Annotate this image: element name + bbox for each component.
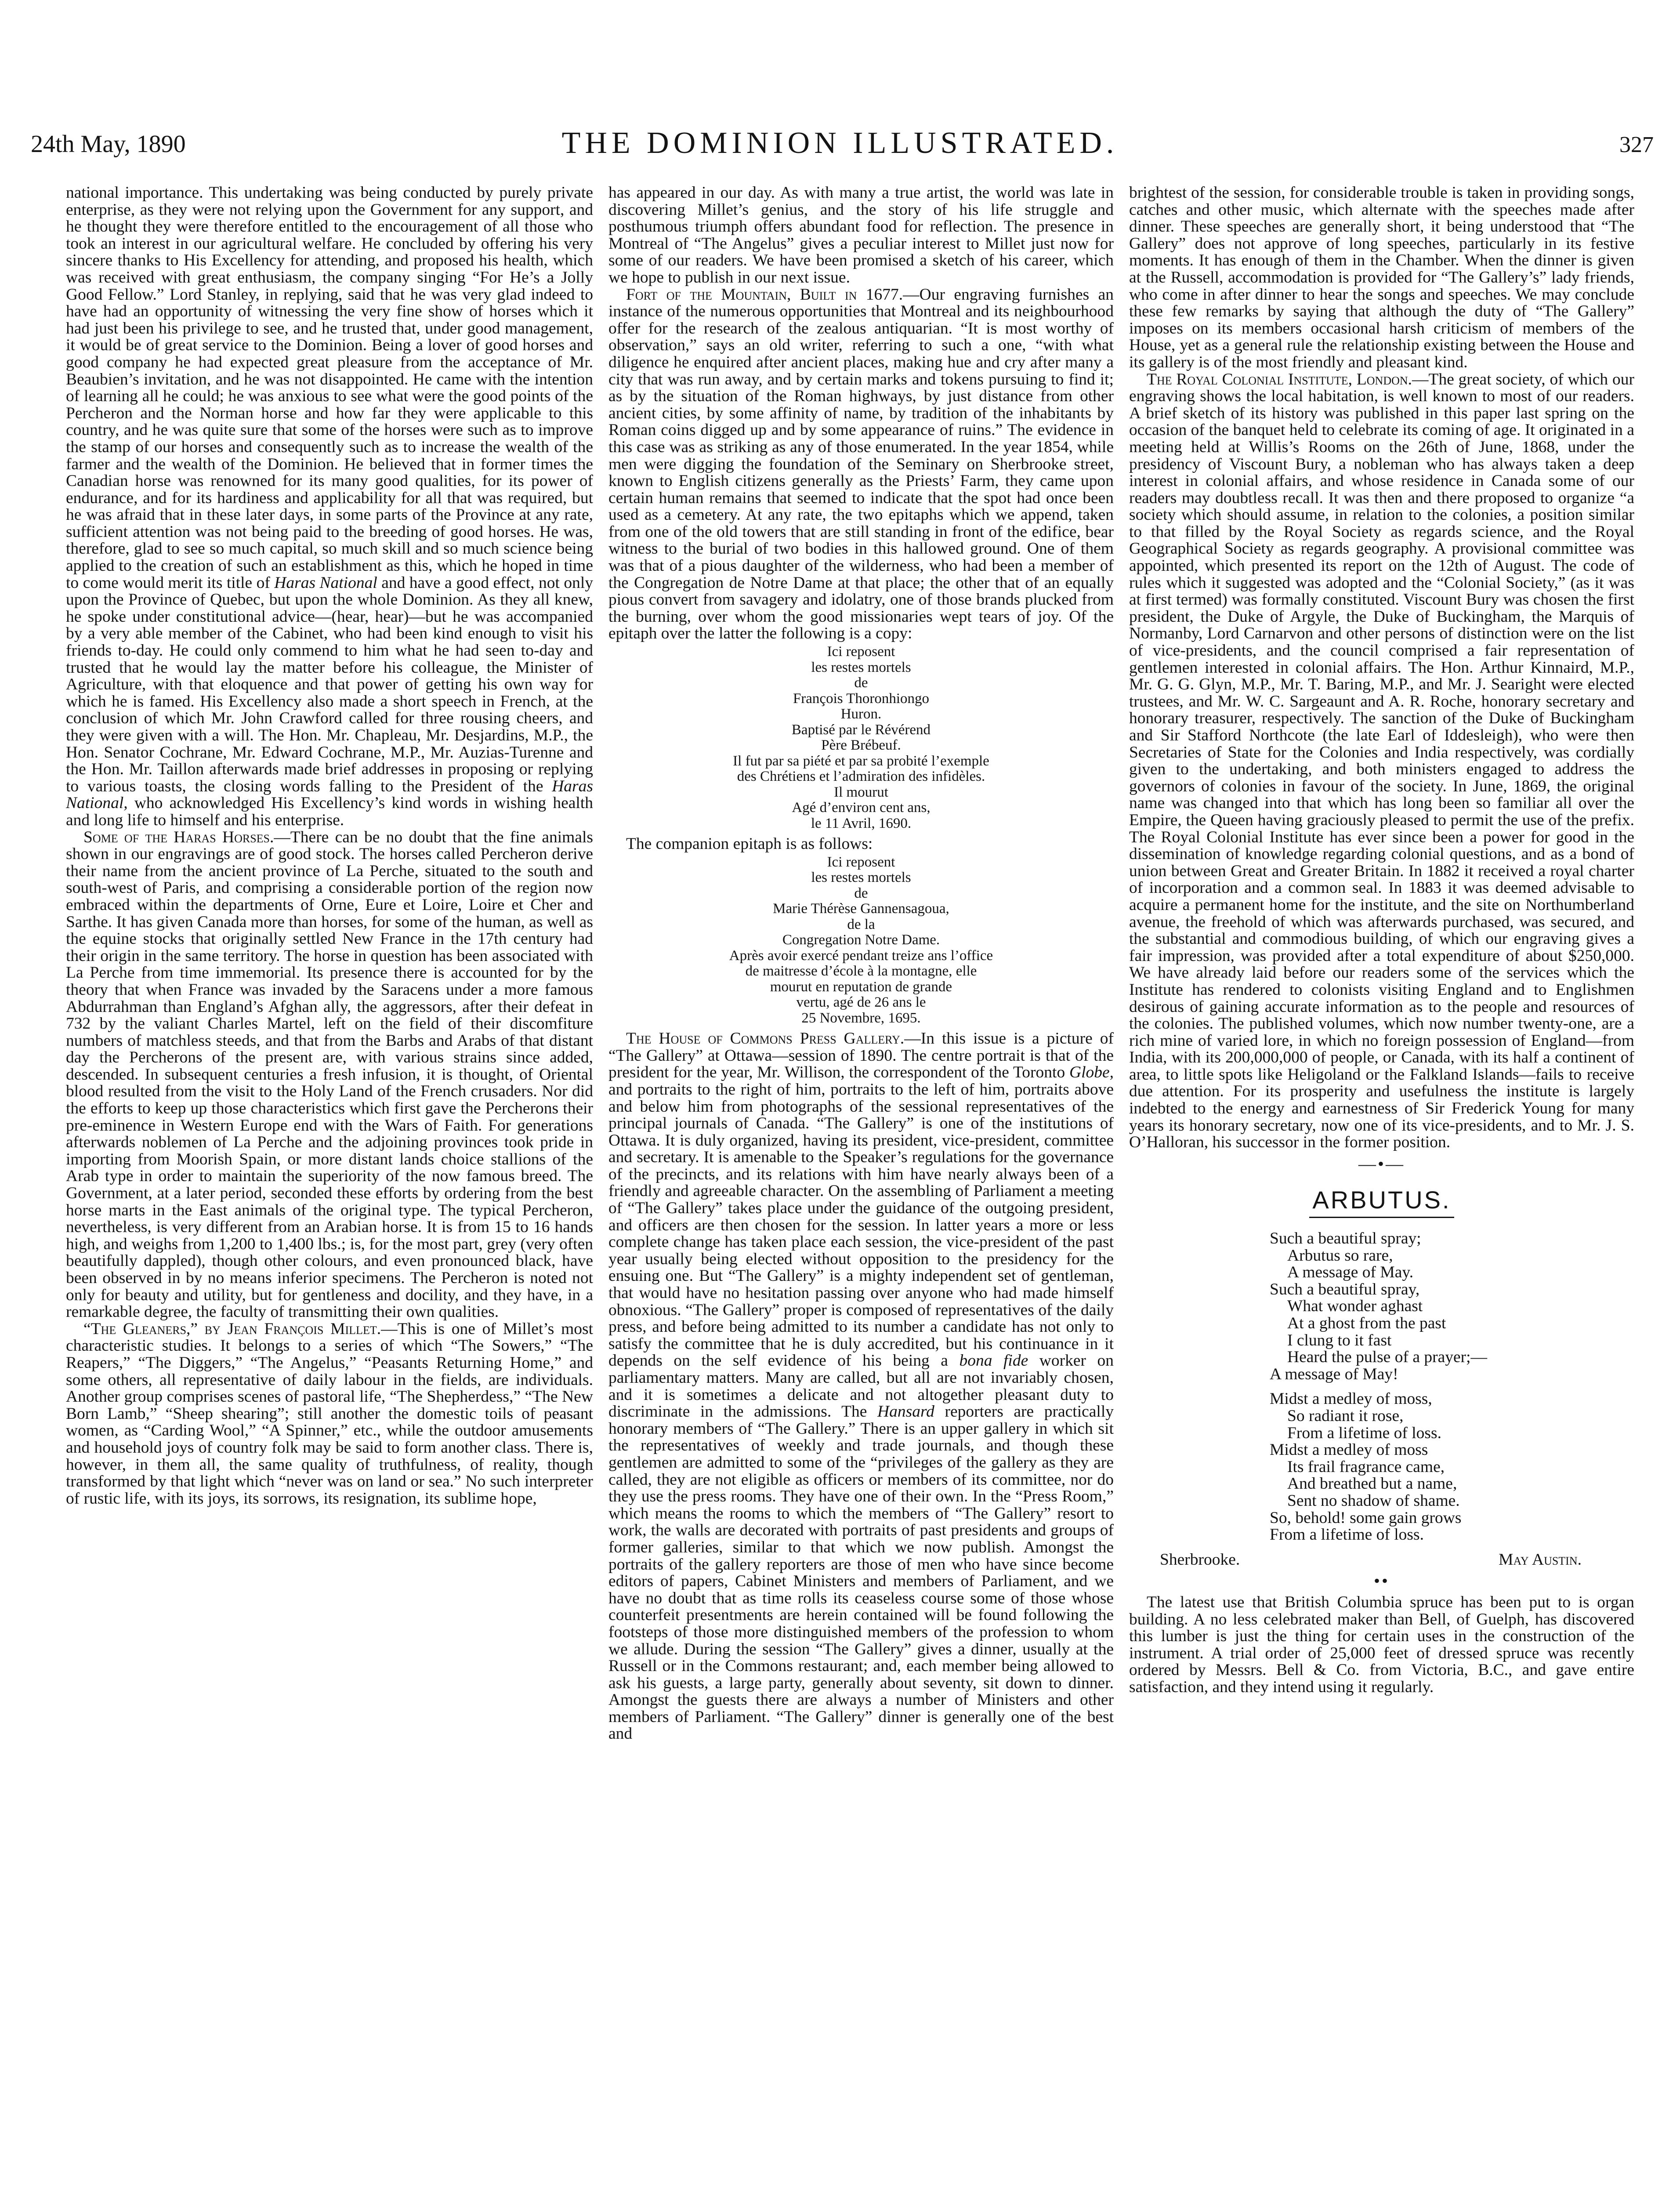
poem-place: Sherbrooke. — [1160, 1550, 1240, 1569]
ornament-separator: —•— — [1358, 1153, 1405, 1174]
poem-line: So radiant it rose, — [1287, 1407, 1404, 1425]
section-lead: The Royal Colonial Institute, London. — [1147, 370, 1412, 388]
epitaph-line: Baptisé par le Révérend — [791, 721, 931, 738]
title-rule — [1309, 1217, 1454, 1218]
poem-line: Midst a medley of moss — [1270, 1441, 1428, 1459]
poem-line: Midst a medley of moss, — [1270, 1390, 1432, 1408]
poem-line: From a lifetime of loss. — [1270, 1526, 1424, 1544]
epitaph-line: des Chrétiens et l’admiration des infidèles. — [737, 769, 985, 785]
poem-line: And breathed but a name, — [1287, 1475, 1457, 1493]
poem-line: A message of May. — [1287, 1263, 1414, 1282]
italic-title: Globe, — [1069, 1063, 1114, 1082]
poem-author: May Austin. — [1499, 1550, 1582, 1569]
poem-signature — [1129, 1552, 1634, 1569]
epitaph-line: Agé d’environ cent ans, — [792, 800, 931, 816]
poem-title: ARBUTUS. — [1312, 1186, 1451, 1214]
column-3 — [1129, 185, 1634, 2197]
ornament-separator: •• — [1373, 1571, 1390, 1591]
epitaph-thoronhiongo — [608, 644, 1114, 831]
paragraph-fort-mountain — [608, 286, 1114, 642]
epitaph-line: les restes mortels — [811, 659, 911, 675]
epitaph-line: Ici reposent — [827, 854, 895, 870]
masthead: THE DOMINION ILLUSTRATED. — [561, 126, 1119, 160]
epitaph-line: François Thoronhiongo — [793, 690, 930, 707]
epitaph-line: de la — [847, 916, 875, 932]
epitaph-line: Après avoir exercé pendant treize ans l’office — [729, 947, 993, 964]
epitaph-line: les restes mortels — [811, 870, 911, 886]
text-run: who acknowledged His Excellency’s kind words in wishing health and long life to himself and his enterprise. — [66, 794, 593, 829]
text-run: —Our engraving furnishes an instance of the numerous opportunities that Montreal and its neighbourhood offer for the research of the zealous antiquarian. “It is most worthy of observation,” says an old writer, referring to such a one, “with what diligence he enquired after ancient places, making hue and cry after many a city that was run away, and by certain marks and tokens pursuing to find it; as by the situation of the Roman highways, by just distance from other ancient cities, by some affinity of name, by tradition of the inhabitants by Roman coins digged up and by some appearance of ruins.” The evidence in this case was as striking as any of those enumerated. In the year 1854, while men were digging the foundation of the Seminary on Sherbrooke street, known to English citizens generally as the Priests’ Farm, they came upon certain human remains that seemed to indicate that the spot had once been used as a cemetery. At any rate, the two epitaphs which we append, taken from one of the old towers that are still standing in front of the edifice, bear witness to the burial of two bodies in this hallowed ground. One of them was that of a pious daughter of the wilderness, who had been a member of the Congregation de Notre Dame at that place; the other that of an equally pious convert from savagery and idolatry, one of those brands plucked from the burning, over whom the good missionaries wept tears of joy. Of the epitaph over the latter the following is a copy: — [608, 285, 1114, 643]
poem-line: So, behold! some gain grows — [1270, 1508, 1462, 1527]
italic-term: bona fide — [959, 1352, 1028, 1370]
poem-line: Heard the pulse of a prayer;— — [1287, 1348, 1488, 1367]
epitaph-line: mourut en reputation de grande — [770, 979, 952, 995]
epitaph-line: de maitresse d’école à la montagne, elle — [745, 963, 977, 979]
epitaph-line: de — [854, 675, 868, 691]
paragraph-gleaners — [66, 1321, 593, 1508]
italic-title: Haras National — [274, 573, 377, 592]
paragraph-press-gallery — [608, 1030, 1114, 1743]
section-lead: The House of Commons Press Gallery. — [626, 1030, 905, 1048]
section-lead: Fort of the Mountain, Built in 1677. — [626, 285, 903, 304]
text-run: national importance. This undertaking was being conducted by purely private enterprise, as they were not relying upon the Government for any support, and he thought they were therefore entitled to the encouragement of all those who took an interest in our agricultural welfare. He concluded by offering his very sincere thanks to His Excellency for attending, and proposed his health, which was received with great enthusiasm, the company singing “For He’s a Jolly Good Fellow.” Lord Stanley, in replying, said that he was very glad indeed to have had an opportunity of witnessing the very fine show of horses which it had just been his privilege to see, and he trusted that, under good management, it would be of great service to the Dominion. Being a lover of good horses and good company he had expected great pleasure from the acceptance of Mr. Beaubien’s invitation, and he was not disappointed. He came with the intention of learning all he could; he was anxious to see what were the good points of the Percheron and the Norman horse and how far they were applicable to this country, and he was quite sure that some of the horses were such as to improve the stamp of our horses and consequently such as to increase the wealth of the farmer and the wealth of the Dominion. He believed that in former times the Canadian horse was renowned for its many good qualities, for its power of endurance, and for its hardiness and applicability for all that was required, but he was afraid that in these later days, in some parts of the Province at any rate, sufficient attention was not being paid to the breeding of good horses. He was, therefore, glad to see so much capital, so much skill and so much science being applied to the creation of such an establishment as this, which he hoped in time to come would merit its title of — [66, 185, 593, 592]
page-header — [0, 0, 1680, 185]
epitaph-line: Ici reposent — [827, 644, 895, 660]
poem-line: I clung to it fast — [1287, 1331, 1392, 1349]
poem-line: Such a beautiful spray; — [1270, 1229, 1421, 1248]
epitaph-line: de — [854, 885, 868, 901]
paragraph-bc-spruce: The latest use that British Columbia spruce has been put to is organ building. A no less celebrated maker than Bell, of Guelph, has discovered this lumber is just the thing for certain uses in the construction of the instrument. A trial order of 25,000 feet of dressed spruce was recently ordered by Messrs. Bell & Co. from Victoria, B.C., and gave entire satisfaction, and they intend using it regularly. — [1129, 1593, 1634, 1696]
poem-line: At a ghost from the past — [1287, 1314, 1446, 1332]
text-run: reporters are practically honorary members of “The Gallery.” There is an upper gallery in which sit the representatives of weekly and trade journals, and though these gentlemen are admitted to some of the “privileges of the gallery as they are called, they are not eligible as officers or members of its committee, nor do they use the press rooms. They have one of their own. In the “Press Room,” which means the rooms to which the members of “The Gallery” resort to work, the walls are decorated with portraits of past presidents and groups of former galleries, similar to that which we now publish. Amongst the portraits of the gallery reporters are those of men who have since become editors of papers, Cabinet Ministers and members of Parliament, and we have no doubt that as time rolls its ceaseless course some of those whose counterfeit presentments are herein contained will be found following the footsteps of those more distinguished members of the profession to whom we allude. During the session “The Gallery” gives a dinner, usually at the Russell or in the Commons restaurant; and, each member being allowed to ask his guests, a large party, generally about seventy, sit down to dinner. Amongst the guests there are always a number of Ministers and other members of Parliament. “The Gallery” dinner is generally one of the best and — [608, 1403, 1114, 1743]
paragraph-haras-horses — [66, 829, 593, 1321]
poem-stanza — [1270, 1391, 1634, 1543]
poem-line: Such a beautiful spray, — [1270, 1280, 1420, 1298]
epitaph-line: vertu, agé de 26 ans le — [796, 994, 926, 1011]
epitaph-line: Marie Thérèse Gannensagoua, — [773, 901, 949, 917]
poem-line: Sent no shadow of shame. — [1287, 1491, 1460, 1510]
poem-line: Its frail fragrance came, — [1287, 1457, 1445, 1476]
poem-line: Arbutus so rare, — [1287, 1246, 1393, 1265]
paragraph-horse-show — [66, 185, 593, 829]
italic-title: Haras National, — [66, 777, 593, 812]
epitaph-intro: The companion epitaph is as follows: — [626, 835, 873, 853]
page-number: 327 — [1619, 132, 1654, 157]
paragraph-colonial-institute — [1129, 371, 1634, 1151]
epitaph-line: Huron. — [840, 706, 882, 722]
poem-line: A message of May! — [1270, 1365, 1398, 1383]
paragraph-millet-cont: has appeared in our day. As with many a true artist, the world was late in discovering Millet’s genius, and the story of his life struggle and posthumous triumph offers abundant food for reflection. The presence in Montreal of “The Angelus” gives a peculiar interest to Millet just now for some of our readers. We have been promised a sketch of his career, which we hope to publish in our next issue. — [608, 185, 1114, 286]
poem-stanza — [1270, 1230, 1634, 1383]
poem-line: From a lifetime of loss. — [1287, 1424, 1441, 1442]
paragraph-gallery-cont: brightest of the session, for considerable trouble is taken in providing songs, catches and other music, which alternate with the speeches made after dinner. These speeches are generally short, it being understood that “The Gallery” does not approve of long speeches, particularly in its festive moments. It has enough of them in the Chamber. When the dinner is given at the Russell, accommodation is provided for “The Gallery’s” lady friends, who come in after dinner to hear the songs and speeches. We may conclude these few remarks by saying that although the duty of “The Gallery” imposes on its members occasional harsh criticism of members of the House, yet as a general rule the relationship existing between the House and its gallery is of the most friendly and pleasant kind. — [1129, 185, 1634, 371]
text-run: —There can be no doubt that the fine animals shown in our engravings are of good stock. The horses called Percheron derive their name from the ancient province of La Perche, situated to the south and south-west of Paris, and comprising a considerable portion of the region now embraced within the departments of Orne, Eure et Loire, Loire et Cher and Sarthe. It has given Canada more than horses, for some of the human, as well as the equine stocks that originally settled New France in the 17th century had their origin in the same territory. The horse in question has been associated with La Perche from time immemorial. Its presence there is accounted for by the theory that when France was invaded by the Saracens under a more famous Abdurrahman than England’s Afghan ally, the aggressors, after their defeat in 732 by the valiant Charles Martel, left on the field of their discomfiture numbers of matchless steeds, and that from the Barbs and Arabs of that distant day the Percherons of the present are, with various strains since added, descended. In subsequent centuries a fresh infusion, it is thought, of Oriental blood resulted from the visit to the Holy Land of the French crusaders. Nor did the efforts to keep up those characteristics which first gave the Percherons their pre-eminence in Western Europe end with the Wars of Faith. For generations afterwards noblemen of La Perche and the adjoining provinces took pride in importing from Moorish Spain, or more distant lands choice stallions of the Arab type in order to maintain the superiority of the now famous breed. The Government, at a later period, seconded these efforts by ordering from the best horse marts in the East animals of the original type. The typical Percheron, nevertheless, is very different from an Arabian horse. It is from 15 to 16 hands high, and weighs from 1,200 to 1,400 lbs.; is, for the most part, grey (very often beautifully dappled), though other colours, and even pronounced black, have been observed in by no means inferior specimens. The Percheron is noted not only for beauty and utility, but for gentleness and docility, and they have, in a remarkable degree, the faculty of transmitting their own qualities. — [66, 828, 593, 1321]
epitaph-gannensagoua — [608, 855, 1114, 1026]
italic-title: Hansard — [877, 1403, 934, 1421]
poem-line: What wonder aghast — [1287, 1297, 1423, 1316]
text-run: and portraits to the right of him, portraits to the left of him, portraits above and below him from photographs of the sessional representatives of the principal journals of Canada. “The Gallery” is one of the institutions of Ottawa. It is duly organized, having its president, vice-president, committee and secretary. It is amenable to the Speaker’s regulations for the governance of the precincts, and its relations with him have nearly always been of a friendly and agreeable character. On the assembling of Parliament a meeting of “The Gallery” takes place under the guidance of the outgoing president, and officers are then chosen for the session. In latter years a more or less complete change has taken place each session, the vice-president of the past year usually being elected without opposition to the presidency for the ensuing one. But “The Gallery” is a mighty independent set of gentleman, that would have no hesitation passing over anyone who had made himself obnoxious. “The Gallery” proper is composed of representatives of the daily press, and before being admitted to its number a candidate has not only to satisfy the committee that he is duly accredited, but his continuance in it depends on the self evidence of his being a — [608, 1080, 1114, 1370]
text-run: and have a good effect, not only upon the Province of Quebec, but upon the whole Dominion. As they all knew, he spoke under constitutional advice—(hear, hear)—but he was accompanied by a very able member of the Cabinet, who had been kind enough to visit his friends to-day. He could only commend to him what he had seen to-day and trusted that he would lay the matter before his colleague, the Minister of Agriculture, with that eloquence and that power of getting his own way for which he is famed. His Excellency also made a short speech in French, at the conclusion of which Mr. John Crawford called for three rousing cheers, and they were given with a will. The Hon. Mr. Chapleau, Mr. Desjardins, M.P., the Hon. Senator Cochrane, Mr. Edward Cochrane, M.P., Mr. Auzias-Turenne and the Hon. Mr. Taillon afterwards made brief addresses in proposing or replying to various toasts, the closing words falling to the President of the — [66, 573, 593, 795]
epitaph-line: Il fut par sa piété et par sa probité l’exemple — [733, 753, 989, 769]
epitaph-line: le 11 Avril, 1690. — [811, 815, 912, 831]
column-1 — [66, 185, 593, 2197]
section-lead: “The Gleaners,” by Jean François Millet. — [83, 1320, 381, 1338]
epitaph-line: Il mourut — [834, 784, 888, 800]
column-2 — [608, 185, 1114, 2197]
poem-body — [1270, 1230, 1634, 1544]
issue-date: 24th May, 1890 — [31, 131, 186, 158]
epitaph-line: Père Brébeuf. — [821, 737, 901, 754]
epitaph-line: 25 Novembre, 1695. — [801, 1010, 921, 1026]
text-run: —The great society, of which our engraving shows the local habitation, is well known to most of our readers. A brief sketch of its history was published in this paper last spring on the occasion of the banquet held to celebrate its coming of age. It originated in a meeting held at Willis’s Rooms on the 26th of June, 1868, under the presidency of Viscount Bury, a nobleman who has always taken a deep interest in colonial affairs, and whose residence in Canada some of our readers may doubtless recall. It was then and there proposed to organize “a society which should assume, in relation to the colonies, a position similar to that filled by the Royal Society as regards science, and the Royal Geographical Society as regards geography. A provisional committee was appointed, which presented its report on the 12th of August. The code of rules which it suggested was adopted and the “Colonial Society,” (as it was at first termed) was formally constituted. Viscount Bury was chosen the first president, the Duke of Argyle, the Duke of Buckingham, the Marquis of Normanby, Lord Carnarvon and other persons of distinction were on the list of vice-presidents, and the council comprised a fair representation of gentlemen interested in colonial affairs. The Hon. Arthur Kinnaird, M.P., Mr. G. G. Glyn, M.P., Mr. T. Baring, M.P., and Mr. J. Searight were elected trustees, and Mr. W. C. Sargeaunt and A. R. Roche, honorary secretary and honorary treasurer, respectively. The sanction of the Duke of Buckingham and Sir Stafford Northcote (the late Earl of Iddesleigh), who were then Secretaries of State for the Colonies and India respectively, was cordially given to the undertaking, and both ministers engaged to address the governors of colonies in favour of the society. In June, 1869, the original name was changed into that which has long been so familiar all over the Empire, the Queen having graciously pleased to permit the use of the prefix. The Royal Colonial Institute has ever since been a power for good in the dissemination of knowledge regarding colonial questions, and as a bond of union between Great and Greater Britain. In 1882 it received a royal charter of incorporation and a common seal. In 1883 it was deemed advisable to acquire a permanent home for the institute, and the site on Northumberland avenue, the freehold of which was afterwards purchased, was secured, and the substantial and commodious building, of which our engraving gives a fair impression, was provided after a total expenditure of about $250,000. We have already laid before our readers some of the services which the Institute has rendered to colonists visiting England and to Englishmen desirous of gaining accurate information as to the people and resources of the colonies. The published volumes, which now number twenty-one, are a rich mine of varied lore, in which no foreign possession of England—from India, with its 200,000,000 of people, or Canada, with its half a continent of area, to little spots like Heligoland or the Falkland Islands—fails to receive due attention. For its prosperity and usefulness the institute is largely indebted to the energy and earnestness of Sir Frederick Young for many years its honorary secretary, now one of its vice-presidents, and to Mr. J. S. O’Halloran, his successor in the former position. — [1129, 370, 1634, 1152]
text-run: —In this issue is a picture of “The Gallery” at Ottawa—session of 1890. The centre portrait is that of the president for the year, Mr. Willison, the correspondent of the Toronto — [608, 1030, 1114, 1082]
text-run: —This is one of Millet’s most characteristic studies. It belongs to a series of which “The Sowers,” “The Reapers,” “The Diggers,” “The Angelus,” “Peasants Returning Home,” and some others, all representative of daily labour in the fields, are individuals. Another group comprises scenes of pastoral life, “The Shepherdess,” “The New Born Lamb,” “Sheep shearing”; still another the domestic toils of peasant women, as “Carding Wool,” “A Spinner,” etc., while the outdoor amusements and household joys of country folk may be said to form another class. There is, however, in them all, the same quality of truthfulness, of reality, though transformed by that light which “never was on land or sea.” No such interpreter of rustic life, with its joys, its sorrows, its resignation, its sublime hope, — [66, 1320, 593, 1508]
section-lead: Some of the Haras Horses. — [83, 828, 274, 846]
text-run: worker on parliamentary matters. Many are called, but all are not invariably chosen, and it is sometimes a delicate and not altogether pleasant duty to discriminate in the admissions. The — [608, 1352, 1114, 1421]
epitaph-line: Congregation Notre Dame. — [782, 932, 940, 948]
